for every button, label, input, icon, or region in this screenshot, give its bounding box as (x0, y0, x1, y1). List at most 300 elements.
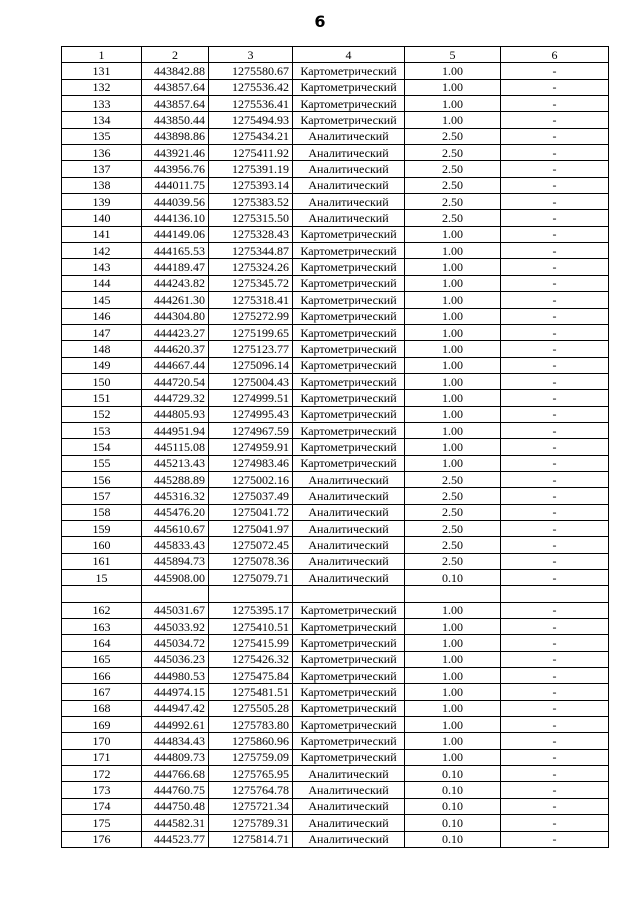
x-coordinate-cell: 444760.75 (142, 782, 209, 798)
method-cell: Аналитический (293, 831, 405, 847)
point-number-cell: 135 (62, 128, 142, 144)
accuracy-cell: 1.00 (405, 439, 501, 455)
point-number-cell: 166 (62, 668, 142, 684)
note-cell: - (501, 717, 609, 733)
table-row (62, 357, 609, 373)
accuracy-cell: 1.00 (405, 717, 501, 733)
x-coordinate-cell: 443857.64 (142, 96, 209, 112)
accuracy-cell: 2.50 (405, 504, 501, 520)
point-number-cell: 131 (62, 63, 142, 79)
table-row (62, 324, 609, 340)
method-cell: Аналитический (293, 471, 405, 487)
x-coordinate-cell: 445033.92 (142, 619, 209, 635)
note-cell: - (501, 831, 609, 847)
point-number-cell: 142 (62, 243, 142, 259)
note-cell: - (501, 684, 609, 700)
note-cell: - (501, 63, 609, 79)
note-cell: - (501, 275, 609, 291)
method-cell: Картометрический (293, 439, 405, 455)
note-cell: - (501, 488, 609, 504)
x-coordinate-cell: 445036.23 (142, 651, 209, 667)
accuracy-cell: 1.00 (405, 455, 501, 471)
accuracy-cell: 1.00 (405, 341, 501, 357)
y-coordinate-cell: 1275764.78 (209, 782, 293, 798)
point-number-cell: 176 (62, 831, 142, 847)
accuracy-cell: 1.00 (405, 684, 501, 700)
y-coordinate-cell: 1275096.14 (209, 357, 293, 373)
table-row (62, 471, 609, 487)
note-cell: - (501, 259, 609, 275)
method-cell: Картометрический (293, 341, 405, 357)
table-row (62, 602, 609, 618)
x-coordinate-cell: 444189.47 (142, 259, 209, 275)
note-cell: - (501, 749, 609, 765)
method-cell: Аналитический (293, 570, 405, 586)
x-coordinate-cell: 445894.73 (142, 553, 209, 569)
method-cell: Картометрический (293, 635, 405, 651)
y-coordinate-cell: 1275391.19 (209, 161, 293, 177)
table-row (62, 749, 609, 765)
method-cell: Аналитический (293, 177, 405, 193)
note-cell: - (501, 635, 609, 651)
point-number-cell: 173 (62, 782, 142, 798)
accuracy-cell: 1.00 (405, 619, 501, 635)
method-cell: Картометрический (293, 390, 405, 406)
point-number-cell: 156 (62, 471, 142, 487)
method-cell: Аналитический (293, 553, 405, 569)
accuracy-cell: 1.00 (405, 651, 501, 667)
y-coordinate-cell (209, 586, 293, 602)
x-coordinate-cell: 444834.43 (142, 733, 209, 749)
note-cell: - (501, 243, 609, 259)
method-cell: Картометрический (293, 651, 405, 667)
method-cell: Аналитический (293, 128, 405, 144)
point-number-cell: 146 (62, 308, 142, 324)
accuracy-cell: 1.00 (405, 357, 501, 373)
x-coordinate-cell: 445288.89 (142, 471, 209, 487)
table-body (62, 47, 609, 848)
x-coordinate-cell: 444165.53 (142, 243, 209, 259)
accuracy-cell: 2.50 (405, 210, 501, 226)
y-coordinate-cell: 1275410.51 (209, 619, 293, 635)
table-row (62, 177, 609, 193)
x-coordinate-cell: 444720.54 (142, 373, 209, 389)
y-coordinate-cell: 1275318.41 (209, 292, 293, 308)
method-cell: Картометрический (293, 668, 405, 684)
point-number-cell: 15 (62, 570, 142, 586)
point-number-cell: 150 (62, 373, 142, 389)
x-coordinate-cell: 444974.15 (142, 684, 209, 700)
x-coordinate-cell: 444750.48 (142, 798, 209, 814)
method-cell: Картометрический (293, 700, 405, 716)
table-row (62, 210, 609, 226)
x-coordinate-cell: 443956.76 (142, 161, 209, 177)
accuracy-cell: 1.00 (405, 602, 501, 618)
method-cell: Картометрический (293, 373, 405, 389)
accuracy-cell: 1.00 (405, 243, 501, 259)
note-cell: - (501, 145, 609, 161)
method-cell: Аналитический (293, 537, 405, 553)
x-coordinate-cell: 445316.32 (142, 488, 209, 504)
point-number-cell: 148 (62, 341, 142, 357)
point-number-cell: 175 (62, 815, 142, 831)
note-cell: - (501, 782, 609, 798)
accuracy-cell: 2.50 (405, 194, 501, 210)
table-row (62, 292, 609, 308)
accuracy-cell: 1.00 (405, 422, 501, 438)
method-cell: Аналитический (293, 766, 405, 782)
note-cell: - (501, 112, 609, 128)
note-cell: - (501, 520, 609, 536)
table-row (62, 145, 609, 161)
x-coordinate-cell: 444667.44 (142, 357, 209, 373)
x-coordinate-cell: 445213.43 (142, 455, 209, 471)
table-row (62, 406, 609, 422)
accuracy-cell: 2.50 (405, 471, 501, 487)
accuracy-cell: 1.00 (405, 226, 501, 242)
note-cell: - (501, 602, 609, 618)
table-row (62, 341, 609, 357)
method-cell: Картометрический (293, 357, 405, 373)
y-coordinate-cell: 1275505.28 (209, 700, 293, 716)
method-cell: Аналитический (293, 815, 405, 831)
y-coordinate-cell: 1275383.52 (209, 194, 293, 210)
point-number-cell: 139 (62, 194, 142, 210)
y-coordinate-cell: 1274959.91 (209, 439, 293, 455)
y-coordinate-cell: 1275580.67 (209, 63, 293, 79)
header-cell: 3 (209, 47, 293, 63)
note-cell: - (501, 422, 609, 438)
y-coordinate-cell: 1275199.65 (209, 324, 293, 340)
method-cell: Картометрический (293, 602, 405, 618)
x-coordinate-cell: 444582.31 (142, 815, 209, 831)
point-number-cell: 151 (62, 390, 142, 406)
x-coordinate-cell: 444809.73 (142, 749, 209, 765)
method-cell: Аналитический (293, 145, 405, 161)
point-number-cell: 161 (62, 553, 142, 569)
note-cell: - (501, 733, 609, 749)
accuracy-cell: 1.00 (405, 749, 501, 765)
x-coordinate-cell: 445476.20 (142, 504, 209, 520)
point-number-cell: 152 (62, 406, 142, 422)
point-number-cell: 145 (62, 292, 142, 308)
table-row (62, 553, 609, 569)
note-cell: - (501, 161, 609, 177)
y-coordinate-cell: 1275765.95 (209, 766, 293, 782)
table-row (62, 308, 609, 324)
accuracy-cell: 1.00 (405, 635, 501, 651)
method-cell: Картометрический (293, 308, 405, 324)
table-row (62, 668, 609, 684)
point-number-cell: 143 (62, 259, 142, 275)
x-coordinate-cell: 443857.64 (142, 79, 209, 95)
method-cell: Картометрический (293, 684, 405, 700)
table-row (62, 537, 609, 553)
point-number-cell: 136 (62, 145, 142, 161)
table-row (62, 488, 609, 504)
method-cell: Картометрический (293, 79, 405, 95)
accuracy-cell: 2.50 (405, 520, 501, 536)
method-cell: Аналитический (293, 782, 405, 798)
table-row (62, 782, 609, 798)
point-number-cell: 141 (62, 226, 142, 242)
method-cell: Картометрический (293, 733, 405, 749)
method-cell: Картометрический (293, 292, 405, 308)
y-coordinate-cell: 1275411.92 (209, 145, 293, 161)
y-coordinate-cell: 1275814.71 (209, 831, 293, 847)
x-coordinate-cell: 444149.06 (142, 226, 209, 242)
table-row (62, 798, 609, 814)
table-row (62, 194, 609, 210)
note-cell: - (501, 471, 609, 487)
y-coordinate-cell: 1275536.42 (209, 79, 293, 95)
x-coordinate-cell: 444243.82 (142, 275, 209, 291)
y-coordinate-cell: 1275272.99 (209, 308, 293, 324)
note-cell: - (501, 619, 609, 635)
y-coordinate-cell: 1275536.41 (209, 96, 293, 112)
point-number-cell: 149 (62, 357, 142, 373)
accuracy-cell: 2.50 (405, 161, 501, 177)
accuracy-cell: 2.50 (405, 553, 501, 569)
y-coordinate-cell: 1275079.71 (209, 570, 293, 586)
x-coordinate-cell: 444423.27 (142, 324, 209, 340)
header-cell: 4 (293, 47, 405, 63)
point-number-cell: 158 (62, 504, 142, 520)
y-coordinate-cell: 1275004.43 (209, 373, 293, 389)
note-cell: - (501, 766, 609, 782)
point-number-cell: 132 (62, 79, 142, 95)
x-coordinate-cell: 444805.93 (142, 406, 209, 422)
y-coordinate-cell: 1275072.45 (209, 537, 293, 553)
x-coordinate-cell: 444992.61 (142, 717, 209, 733)
table-row (62, 586, 609, 602)
point-number-cell: 154 (62, 439, 142, 455)
table-row (62, 63, 609, 79)
y-coordinate-cell: 1274999.51 (209, 390, 293, 406)
method-cell: Аналитический (293, 520, 405, 536)
table-row (62, 570, 609, 586)
y-coordinate-cell: 1275041.97 (209, 520, 293, 536)
point-number-cell: 169 (62, 717, 142, 733)
y-coordinate-cell: 1274983.46 (209, 455, 293, 471)
note-cell: - (501, 96, 609, 112)
point-number-cell: 172 (62, 766, 142, 782)
x-coordinate-cell: 444980.53 (142, 668, 209, 684)
y-coordinate-cell: 1275789.31 (209, 815, 293, 831)
accuracy-cell: 1.00 (405, 96, 501, 112)
header-cell: 6 (501, 47, 609, 63)
x-coordinate-cell: 444947.42 (142, 700, 209, 716)
note-cell (501, 586, 609, 602)
y-coordinate-cell: 1275721.34 (209, 798, 293, 814)
method-cell: Картометрический (293, 96, 405, 112)
table-row (62, 831, 609, 847)
table-row (62, 651, 609, 667)
accuracy-cell: 1.00 (405, 63, 501, 79)
table-row (62, 79, 609, 95)
table-row (62, 259, 609, 275)
table-row (62, 439, 609, 455)
point-number-cell: 163 (62, 619, 142, 635)
note-cell: - (501, 341, 609, 357)
table-row (62, 112, 609, 128)
coordinates-table (61, 46, 609, 848)
point-number-cell: 157 (62, 488, 142, 504)
y-coordinate-cell: 1275344.87 (209, 243, 293, 259)
accuracy-cell: 1.00 (405, 308, 501, 324)
method-cell: Картометрический (293, 422, 405, 438)
y-coordinate-cell: 1275328.43 (209, 226, 293, 242)
note-cell: - (501, 537, 609, 553)
page-number: 6 (314, 12, 326, 31)
point-number-cell: 170 (62, 733, 142, 749)
y-coordinate-cell: 1275860.96 (209, 733, 293, 749)
accuracy-cell: 1.00 (405, 700, 501, 716)
y-coordinate-cell: 1275324.26 (209, 259, 293, 275)
x-coordinate-cell: 443850.44 (142, 112, 209, 128)
note-cell: - (501, 292, 609, 308)
y-coordinate-cell: 1275759.09 (209, 749, 293, 765)
point-number-cell: 133 (62, 96, 142, 112)
note-cell: - (501, 210, 609, 226)
point-number-cell: 144 (62, 275, 142, 291)
point-number-cell: 164 (62, 635, 142, 651)
method-cell: Аналитический (293, 504, 405, 520)
point-number-cell: 165 (62, 651, 142, 667)
point-number-cell: 168 (62, 700, 142, 716)
point-number-cell: 138 (62, 177, 142, 193)
table-row (62, 766, 609, 782)
method-cell (293, 586, 405, 602)
accuracy-cell: 1.00 (405, 292, 501, 308)
y-coordinate-cell: 1275345.72 (209, 275, 293, 291)
note-cell: - (501, 815, 609, 831)
x-coordinate-cell: 443898.86 (142, 128, 209, 144)
point-number-cell: 171 (62, 749, 142, 765)
accuracy-cell: 0.10 (405, 766, 501, 782)
accuracy-cell: 1.00 (405, 79, 501, 95)
table-row (62, 504, 609, 520)
point-number-cell: 159 (62, 520, 142, 536)
note-cell: - (501, 357, 609, 373)
y-coordinate-cell: 1275037.49 (209, 488, 293, 504)
method-cell: Аналитический (293, 488, 405, 504)
x-coordinate-cell: 445833.43 (142, 537, 209, 553)
method-cell: Картометрический (293, 324, 405, 340)
y-coordinate-cell: 1275123.77 (209, 341, 293, 357)
table-row (62, 373, 609, 389)
table-row (62, 455, 609, 471)
y-coordinate-cell: 1275078.36 (209, 553, 293, 569)
table-row (62, 128, 609, 144)
table-row (62, 96, 609, 112)
accuracy-cell: 2.50 (405, 128, 501, 144)
accuracy-cell: 1.00 (405, 390, 501, 406)
x-coordinate-cell: 444039.56 (142, 194, 209, 210)
method-cell: Аналитический (293, 210, 405, 226)
accuracy-cell: 1.00 (405, 275, 501, 291)
note-cell: - (501, 570, 609, 586)
x-coordinate-cell: 443921.46 (142, 145, 209, 161)
method-cell: Картометрический (293, 275, 405, 291)
accuracy-cell: 0.10 (405, 570, 501, 586)
note-cell: - (501, 668, 609, 684)
method-cell: Аналитический (293, 161, 405, 177)
method-cell: Картометрический (293, 717, 405, 733)
note-cell: - (501, 308, 609, 324)
y-coordinate-cell: 1274995.43 (209, 406, 293, 422)
note-cell: - (501, 700, 609, 716)
y-coordinate-cell: 1275393.14 (209, 177, 293, 193)
y-coordinate-cell: 1275494.93 (209, 112, 293, 128)
point-number-cell: 155 (62, 455, 142, 471)
table-header-row (62, 47, 609, 63)
accuracy-cell: 2.50 (405, 488, 501, 504)
method-cell: Картометрический (293, 259, 405, 275)
accuracy-cell: 1.00 (405, 324, 501, 340)
x-coordinate-cell: 445908.00 (142, 570, 209, 586)
accuracy-cell (405, 586, 501, 602)
note-cell: - (501, 390, 609, 406)
table-row (62, 422, 609, 438)
point-number-cell: 147 (62, 324, 142, 340)
x-coordinate-cell: 444261.30 (142, 292, 209, 308)
note-cell: - (501, 373, 609, 389)
table-row (62, 390, 609, 406)
accuracy-cell: 0.10 (405, 782, 501, 798)
accuracy-cell: 1.00 (405, 373, 501, 389)
table-row (62, 619, 609, 635)
method-cell: Картометрический (293, 619, 405, 635)
x-coordinate-cell: 444766.68 (142, 766, 209, 782)
accuracy-cell: 1.00 (405, 112, 501, 128)
method-cell: Картометрический (293, 112, 405, 128)
header-cell: 5 (405, 47, 501, 63)
header-cell: 2 (142, 47, 209, 63)
accuracy-cell: 1.00 (405, 406, 501, 422)
accuracy-cell: 1.00 (405, 259, 501, 275)
note-cell: - (501, 406, 609, 422)
point-number-cell: 153 (62, 422, 142, 438)
x-coordinate-cell: 445031.67 (142, 602, 209, 618)
x-coordinate-cell: 445034.72 (142, 635, 209, 651)
x-coordinate-cell: 445115.08 (142, 439, 209, 455)
y-coordinate-cell: 1275415.99 (209, 635, 293, 651)
table-row (62, 520, 609, 536)
note-cell: - (501, 79, 609, 95)
table-row (62, 815, 609, 831)
y-coordinate-cell: 1275002.16 (209, 471, 293, 487)
accuracy-cell: 1.00 (405, 733, 501, 749)
point-number-cell: 167 (62, 684, 142, 700)
x-coordinate-cell: 444136.10 (142, 210, 209, 226)
method-cell: Картометрический (293, 63, 405, 79)
table-row (62, 275, 609, 291)
point-number-cell: 134 (62, 112, 142, 128)
y-coordinate-cell: 1274967.59 (209, 422, 293, 438)
x-coordinate-cell: 444011.75 (142, 177, 209, 193)
y-coordinate-cell: 1275783.80 (209, 717, 293, 733)
y-coordinate-cell: 1275475.84 (209, 668, 293, 684)
method-cell: Картометрический (293, 226, 405, 242)
point-number-cell: 137 (62, 161, 142, 177)
method-cell: Картометрический (293, 749, 405, 765)
y-coordinate-cell: 1275395.17 (209, 602, 293, 618)
accuracy-cell: 0.10 (405, 815, 501, 831)
table-row (62, 635, 609, 651)
method-cell: Аналитический (293, 194, 405, 210)
point-number-cell: 160 (62, 537, 142, 553)
